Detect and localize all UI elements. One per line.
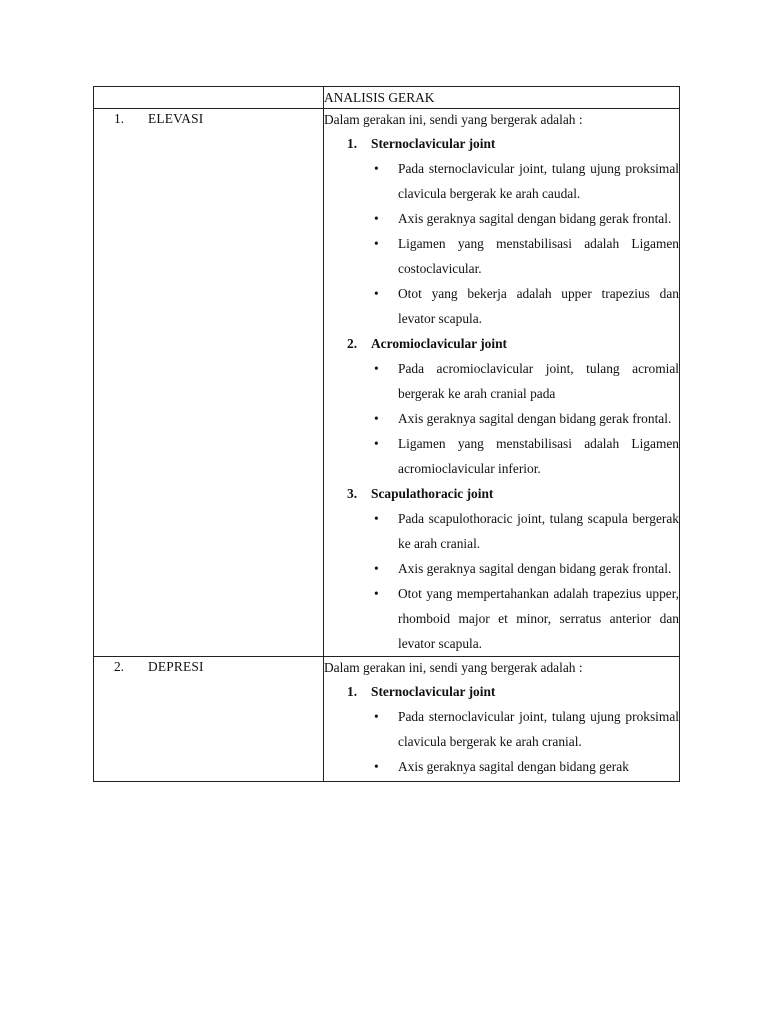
header-title: ANALISIS GERAK	[324, 87, 680, 109]
bullet-icon: •	[374, 286, 379, 301]
joint-points	[324, 704, 679, 779]
point-item: • Axis geraknya sagital dengan bidang gerak frontal.	[374, 206, 679, 231]
point-item: • Pada sternoclavicular joint, tulang ujung proksimal clavicula bergerak ke arah caudal.	[374, 156, 679, 206]
point-item: • Ligamen yang menstabilisasi adalah Ligamen costoclavicular.	[374, 231, 679, 281]
point-item: • Axis geraknya sagital dengan bidang gerak	[374, 754, 679, 779]
bullet-icon: •	[374, 709, 379, 724]
header-left-cell	[94, 87, 324, 109]
joint-points	[324, 356, 679, 481]
bullet-icon: •	[374, 561, 379, 576]
bullet-icon: •	[374, 411, 379, 426]
joint-heading: 1. Sternoclavicular joint	[347, 136, 496, 151]
movement-analysis-cell	[324, 657, 680, 782]
analysis-table	[93, 86, 680, 782]
point-item: • Pada sternoclavicular joint, tulang ujung proksimal clavicula bergerak ke arah cranial.	[374, 704, 679, 754]
point-item: • Axis geraknya sagital dengan bidang gerak frontal.	[374, 406, 679, 431]
movement-row	[94, 109, 680, 657]
intro-text: Dalam gerakan ini, sendi yang bergerak adalah :	[324, 112, 583, 127]
joint-points	[324, 156, 679, 331]
movement-number: 1.	[113, 111, 124, 126]
bullet-icon: •	[374, 361, 379, 376]
bullet-icon: •	[374, 759, 379, 774]
bullet-icon: •	[374, 436, 379, 451]
point-item: • Otot yang mempertahankan adalah trapezius upper, rhomboid major et minor, serratus anterior dan levator scapula.	[374, 581, 679, 656]
point-item: • Ligamen yang menstabilisasi adalah Ligamen acromioclavicular inferior.	[374, 431, 679, 481]
bullet-icon: •	[374, 586, 379, 601]
movement-analysis-cell	[324, 109, 680, 657]
point-item: • Pada acromioclavicular joint, tulang acromial bergerak ke arah cranial pada	[374, 356, 679, 406]
bullet-icon: •	[374, 161, 379, 176]
movement-name: ELEVASI	[148, 111, 204, 126]
bullet-icon: •	[374, 511, 379, 526]
point-item: • Axis geraknya sagital dengan bidang gerak frontal.	[374, 556, 679, 581]
movement-label-cell	[94, 657, 324, 782]
point-item: • Pada scapulothoracic joint, tulang scapula bergerak ke arah cranial.	[374, 506, 679, 556]
movement-number: 2.	[113, 659, 124, 674]
intro-text: Dalam gerakan ini, sendi yang bergerak adalah :	[324, 660, 583, 675]
bullet-icon: •	[374, 211, 379, 226]
joint-heading: 2. Acromioclavicular joint	[347, 336, 507, 351]
joint-heading: 3. Scapulathoracic joint	[347, 486, 494, 501]
movement-name: DEPRESI	[148, 659, 204, 674]
joint-points	[324, 506, 679, 656]
movement-label-cell	[94, 109, 324, 657]
point-item: • Otot yang bekerja adalah upper trapezius dan levator scapula.	[374, 281, 679, 331]
bullet-icon: •	[374, 236, 379, 251]
joint-heading: 1. Sternoclavicular joint	[347, 684, 496, 699]
header-row	[94, 87, 680, 109]
movement-row	[94, 657, 680, 782]
